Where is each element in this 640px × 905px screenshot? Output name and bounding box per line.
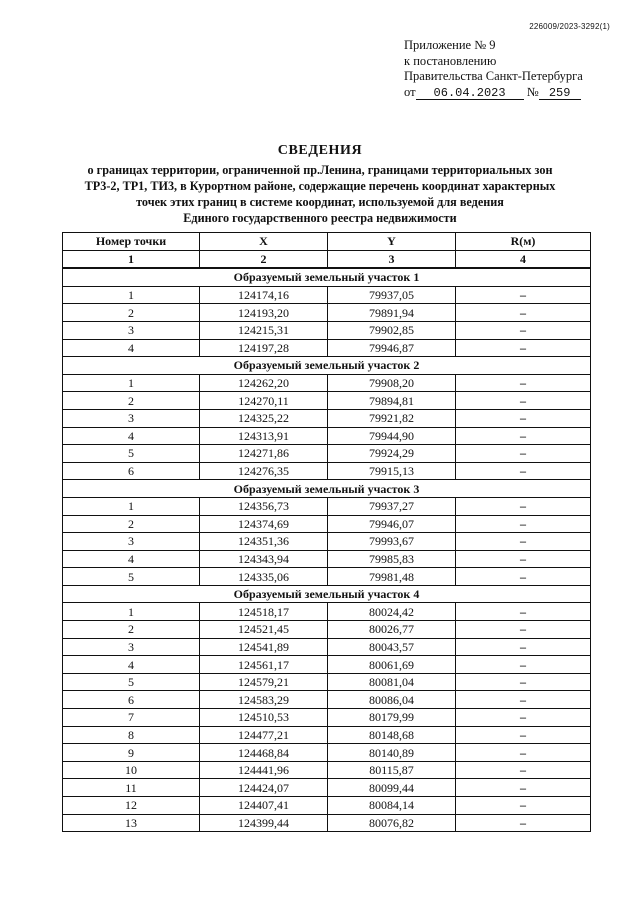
appendix-block — [404, 38, 583, 100]
section-header-row — [63, 268, 591, 286]
x-coordinate-cell: 124424,07 — [200, 779, 328, 797]
point-number-cell: 5 — [63, 568, 200, 586]
point-number-cell: 4 — [63, 550, 200, 568]
x-coordinate-cell: 124215,31 — [200, 321, 328, 339]
y-coordinate-cell: 80024,42 — [328, 603, 456, 621]
y-coordinate-cell: 79891,94 — [328, 304, 456, 322]
y-coordinate-cell: 80099,44 — [328, 779, 456, 797]
table-row — [63, 744, 591, 762]
x-coordinate-cell: 124518,17 — [200, 603, 328, 621]
point-number-cell: 3 — [63, 321, 200, 339]
y-coordinate-cell: 80140,89 — [328, 744, 456, 762]
radius-cell: – — [456, 392, 591, 410]
section-title: Образуемый земельный участок 4 — [63, 585, 591, 603]
table-row — [63, 603, 591, 621]
y-coordinate-cell: 79894,81 — [328, 392, 456, 410]
y-coordinate-cell: 79944,90 — [328, 427, 456, 445]
table-header-row — [63, 233, 591, 251]
x-coordinate-cell: 124407,41 — [200, 797, 328, 815]
table-row — [63, 321, 591, 339]
y-coordinate-cell: 80084,14 — [328, 797, 456, 815]
point-number-cell: 6 — [63, 462, 200, 480]
radius-cell: – — [456, 726, 591, 744]
x-coordinate-cell: 124174,16 — [200, 286, 328, 304]
x-coordinate-cell: 124270,11 — [200, 392, 328, 410]
radius-cell: – — [456, 814, 591, 832]
table-row — [63, 533, 591, 551]
section-title: Образуемый земельный участок 2 — [63, 357, 591, 375]
y-coordinate-cell: 80061,69 — [328, 656, 456, 674]
y-coordinate-cell: 79937,27 — [328, 497, 456, 515]
decree-number: 259 — [539, 87, 581, 100]
y-coordinate-cell: 79902,85 — [328, 321, 456, 339]
radius-cell: – — [456, 691, 591, 709]
point-number-cell: 3 — [63, 533, 200, 551]
table-row — [63, 427, 591, 445]
header-y: Y — [328, 233, 456, 251]
table-row — [63, 286, 591, 304]
x-coordinate-cell: 124197,28 — [200, 339, 328, 357]
y-coordinate-cell: 79921,82 — [328, 409, 456, 427]
y-coordinate-cell: 79981,48 — [328, 568, 456, 586]
point-number-cell: 5 — [63, 445, 200, 463]
radius-cell: – — [456, 374, 591, 392]
y-coordinate-cell: 80086,04 — [328, 691, 456, 709]
radius-cell: – — [456, 744, 591, 762]
radius-cell: – — [456, 779, 591, 797]
point-number-cell: 7 — [63, 709, 200, 727]
x-coordinate-cell: 124510,53 — [200, 709, 328, 727]
y-coordinate-cell: 80076,82 — [328, 814, 456, 832]
table-row — [63, 691, 591, 709]
point-number-cell: 9 — [63, 744, 200, 762]
x-coordinate-cell: 124343,94 — [200, 550, 328, 568]
column-index: 1 — [63, 250, 200, 268]
appendix-date-line — [404, 85, 583, 101]
x-coordinate-cell: 124583,29 — [200, 691, 328, 709]
table-body — [63, 250, 591, 832]
point-number-cell: 11 — [63, 779, 200, 797]
table-row — [63, 550, 591, 568]
y-coordinate-cell: 79937,05 — [328, 286, 456, 304]
document-heading — [40, 143, 600, 226]
radius-cell: – — [456, 603, 591, 621]
table-row — [63, 814, 591, 832]
column-index: 4 — [456, 250, 591, 268]
point-number-cell: 12 — [63, 797, 200, 815]
header-x: X — [200, 233, 328, 251]
table-row — [63, 445, 591, 463]
x-coordinate-cell: 124276,35 — [200, 462, 328, 480]
x-coordinate-cell: 124477,21 — [200, 726, 328, 744]
y-coordinate-cell: 79985,83 — [328, 550, 456, 568]
y-coordinate-cell: 79946,87 — [328, 339, 456, 357]
decree-date: 06.04.2023 — [416, 87, 524, 100]
table-row — [63, 726, 591, 744]
point-number-cell: 4 — [63, 339, 200, 357]
point-number-cell: 1 — [63, 286, 200, 304]
point-number-cell: 4 — [63, 427, 200, 445]
point-number-cell: 8 — [63, 726, 200, 744]
x-coordinate-cell: 124468,84 — [200, 744, 328, 762]
section-header-row — [63, 585, 591, 603]
x-coordinate-cell: 124441,96 — [200, 761, 328, 779]
radius-cell: – — [456, 568, 591, 586]
y-coordinate-cell: 80179,99 — [328, 709, 456, 727]
header-point-number: Номер точки — [63, 233, 200, 251]
point-number-cell: 2 — [63, 304, 200, 322]
x-coordinate-cell: 124335,06 — [200, 568, 328, 586]
radius-cell: – — [456, 656, 591, 674]
x-coordinate-cell: 124541,89 — [200, 638, 328, 656]
table-row — [63, 392, 591, 410]
radius-cell: – — [456, 797, 591, 815]
point-number-cell: 13 — [63, 814, 200, 832]
appendix-line-2: к постановлению — [404, 53, 497, 68]
point-number-cell: 2 — [63, 515, 200, 533]
radius-cell: – — [456, 709, 591, 727]
table-row — [63, 515, 591, 533]
coordinates-table — [62, 232, 591, 832]
y-coordinate-cell: 79924,29 — [328, 445, 456, 463]
appendix-line-3: Правительства Санкт-Петербурга — [404, 69, 583, 83]
radius-cell: – — [456, 409, 591, 427]
header-radius: R(м) — [456, 233, 591, 251]
radius-cell: – — [456, 761, 591, 779]
radius-cell: – — [456, 286, 591, 304]
radius-cell: – — [456, 445, 591, 463]
y-coordinate-cell: 80148,68 — [328, 726, 456, 744]
document-number: 226009/2023-3292(1) — [529, 22, 610, 31]
appendix-line-1: Приложение № 9 — [404, 38, 496, 52]
column-index: 2 — [200, 250, 328, 268]
x-coordinate-cell: 124313,91 — [200, 427, 328, 445]
radius-cell: – — [456, 533, 591, 551]
table-row — [63, 304, 591, 322]
x-coordinate-cell: 124271,86 — [200, 445, 328, 463]
table-row — [63, 797, 591, 815]
table-row — [63, 462, 591, 480]
table-row — [63, 673, 591, 691]
x-coordinate-cell: 124374,69 — [200, 515, 328, 533]
page-title: СВЕДЕНИЯ — [277, 143, 363, 158]
point-number-cell: 5 — [63, 673, 200, 691]
section-title: Образуемый земельный участок 1 — [63, 268, 591, 286]
table-row — [63, 374, 591, 392]
x-coordinate-cell: 124561,17 — [200, 656, 328, 674]
subtitle-line-3: точек этих границ в системе координат, используемой для ведения — [136, 195, 504, 209]
table-row — [63, 779, 591, 797]
subtitle-line-4: Единого государственного реестра недвижимости — [183, 211, 457, 225]
from-label: от — [404, 84, 416, 99]
radius-cell: – — [456, 638, 591, 656]
section-title: Образуемый земельный участок 3 — [63, 480, 591, 498]
table-row — [63, 638, 591, 656]
y-coordinate-cell: 79993,67 — [328, 533, 456, 551]
radius-cell: – — [456, 621, 591, 639]
column-index-row — [63, 250, 591, 268]
y-coordinate-cell: 80026,77 — [328, 621, 456, 639]
table-row — [63, 497, 591, 515]
subtitle-line-1: о границах территории, ограниченной пр.Ленина, границами территориальных зон — [87, 163, 553, 177]
point-number-cell: 4 — [63, 656, 200, 674]
radius-cell: – — [456, 427, 591, 445]
column-index: 3 — [328, 250, 456, 268]
point-number-cell: 1 — [63, 497, 200, 515]
number-label: № — [526, 84, 539, 99]
radius-cell: – — [456, 304, 591, 322]
point-number-cell: 3 — [63, 638, 200, 656]
table-row — [63, 709, 591, 727]
radius-cell: – — [456, 339, 591, 357]
section-header-row — [63, 480, 591, 498]
y-coordinate-cell: 79946,07 — [328, 515, 456, 533]
point-number-cell: 2 — [63, 621, 200, 639]
x-coordinate-cell: 124579,21 — [200, 673, 328, 691]
x-coordinate-cell: 124399,44 — [200, 814, 328, 832]
x-coordinate-cell: 124262,20 — [200, 374, 328, 392]
y-coordinate-cell: 80115,87 — [328, 761, 456, 779]
radius-cell: – — [456, 515, 591, 533]
x-coordinate-cell: 124356,73 — [200, 497, 328, 515]
point-number-cell: 3 — [63, 409, 200, 427]
x-coordinate-cell: 124351,36 — [200, 533, 328, 551]
table-row — [63, 621, 591, 639]
y-coordinate-cell: 80081,04 — [328, 673, 456, 691]
table-row — [63, 339, 591, 357]
point-number-cell: 6 — [63, 691, 200, 709]
x-coordinate-cell: 124325,22 — [200, 409, 328, 427]
x-coordinate-cell: 124521,45 — [200, 621, 328, 639]
radius-cell: – — [456, 497, 591, 515]
table-row — [63, 761, 591, 779]
x-coordinate-cell: 124193,20 — [200, 304, 328, 322]
section-header-row — [63, 357, 591, 375]
point-number-cell: 1 — [63, 603, 200, 621]
table-row — [63, 568, 591, 586]
point-number-cell: 2 — [63, 392, 200, 410]
subtitle-line-2: ТР3-2, ТР1, ТИ3, в Курортном районе, содержащие перечень координат характерных — [84, 179, 556, 193]
y-coordinate-cell: 79915,13 — [328, 462, 456, 480]
radius-cell: – — [456, 673, 591, 691]
y-coordinate-cell: 80043,57 — [328, 638, 456, 656]
table-row — [63, 409, 591, 427]
y-coordinate-cell: 79908,20 — [328, 374, 456, 392]
point-number-cell: 10 — [63, 761, 200, 779]
point-number-cell: 1 — [63, 374, 200, 392]
table-row — [63, 656, 591, 674]
radius-cell: – — [456, 462, 591, 480]
radius-cell: – — [456, 550, 591, 568]
radius-cell: – — [456, 321, 591, 339]
